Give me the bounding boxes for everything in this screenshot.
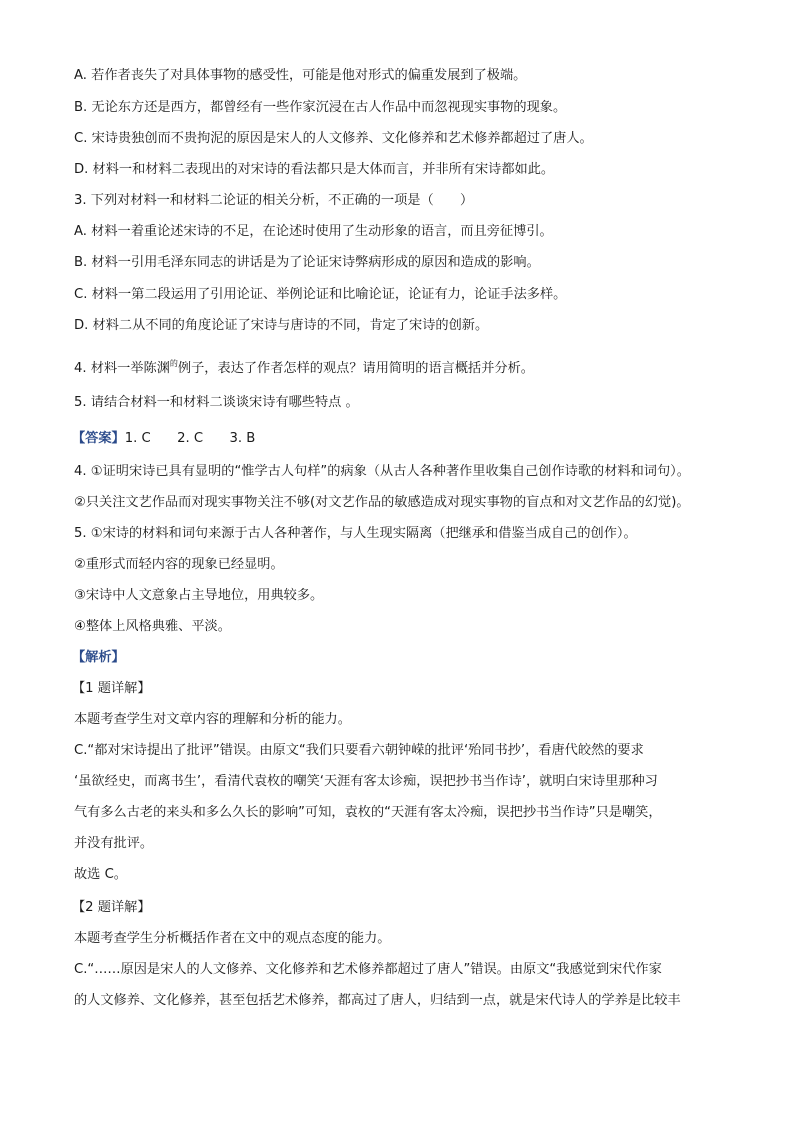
analysis-line: 气有多么古老的来头和多么久长的影响”可知，袁枚的“天涯有客太冷痴，误把抄书当作诗”只是嘲笑， — [74, 805, 662, 820]
answer-tag: 【答案】 — [72, 431, 125, 446]
q2-detail-title: 【2 题详解】 — [72, 900, 151, 915]
analysis-line: C.“都对宋诗提出了批评”错误。由原文“我们只要看六朝钟嵘的批评‘殆同书抄’，看唐代皎然的要求 — [74, 743, 644, 758]
q3-option-d: D. 材料二从不同的角度论证了宋诗与唐诗的不同，肯定了宋诗的创新。 — [74, 318, 489, 333]
answer-line: ②重形式而轻内容的现象已经显明。 — [74, 557, 284, 572]
answer-line: 5. ①宋诗的材料和词句来源于古人各种著作，与人生现实隔离（把继承和借鉴当成自己的创作）。 — [74, 526, 637, 541]
q2-option-c: C. 宋诗贵独创而不贵拘泥的原因是宋人的人文修养、文化修养和艺术修养都超过了唐人。 — [74, 131, 593, 146]
answer-line: 4. ①证明宋诗已具有显明的“惟学古人句样”的病象（从古人各种著作里收集自己创作诗歌的材料和词句）。 — [74, 464, 690, 479]
analysis-line: 的人文修养、文化修养，甚至包括艺术修养，都高过了唐人，归结到一点，就是宋代诗人的学养是比较丰 — [74, 993, 681, 1008]
q4-stem-part1: 4. 材料一举陈渊 — [74, 361, 170, 376]
q2-option-a: A. 若作者丧失了对具体事物的感受性，可能是他对形式的偏重发展到了极端。 — [74, 68, 527, 83]
q5-stem: 5. 请结合材料一和材料二谈谈宋诗有哪些特点 。 — [74, 395, 359, 410]
q4-stem-part2: 例子，表达了作者怎样的观点？请用简明的语言概括并分析。 — [177, 361, 534, 376]
analysis-line: 本题考查学生对文章内容的理解和分析的能力。 — [74, 712, 351, 727]
q4-stem-sup: 的 — [169, 359, 178, 368]
analysis-line: 本题考查学生分析概括作者在文中的观点态度的能力。 — [74, 931, 391, 946]
q3-option-b: B. 材料一引用毛泽东同志的讲话是为了论证宋诗弊病形成的原因和造成的影响。 — [74, 255, 540, 270]
answer-line: ②只关注文艺作品而对现实事物关注不够(对文艺作品的敏感造成对现实事物的盲点和对文艺作品的幻觉)。 — [74, 495, 690, 510]
q3-option-a: A. 材料一着重论述宋诗的不足，在论述时使用了生动形象的语言，而且旁征博引。 — [74, 224, 553, 239]
q2-option-d: D. 材料一和材料二表现出的对宋诗的看法都只是大体而言，并非所有宋诗都如此。 — [74, 162, 555, 177]
analysis-tag: 【解析】 — [72, 650, 125, 665]
analysis-line: 并没有批评。 — [74, 836, 154, 851]
answer-header — [72, 429, 255, 449]
analysis-line: ‘虽欲经史，而离书生’，看清代袁枚的嘲笑‘天涯有客太诊痴，误把抄书当作诗’，就明白宋诗里那种习 — [74, 774, 658, 789]
analysis-line: 故选 C。 — [74, 867, 127, 882]
answer-short: 1. C 2. C 3. B — [124, 431, 256, 446]
q1-detail-title: 【1 题详解】 — [72, 681, 151, 696]
answer-line: ③宋诗中人文意象占主导地位，用典较多。 — [74, 588, 324, 603]
analysis-line: C.“……原因是宋人的人文修养、文化修养和艺术修养都超过了唐人”错误。由原文“我感觉到宋代作家 — [74, 962, 662, 977]
q3-stem: 3. 下列对材料一和材料二论证的相关分析，不正确的一项是（ ） — [74, 193, 474, 208]
q3-option-c: C. 材料一第二段运用了引用论证、举例论证和比喻论证，论证有力，论证手法多样。 — [74, 287, 567, 302]
q2-option-b: B. 无论东方还是西方，都曾经有一些作家沉浸在古人作品中而忽视现实事物的现象。 — [74, 100, 567, 115]
answer-line: ④整体上风格典雅、平淡。 — [74, 619, 231, 634]
q4-stem — [74, 354, 534, 379]
